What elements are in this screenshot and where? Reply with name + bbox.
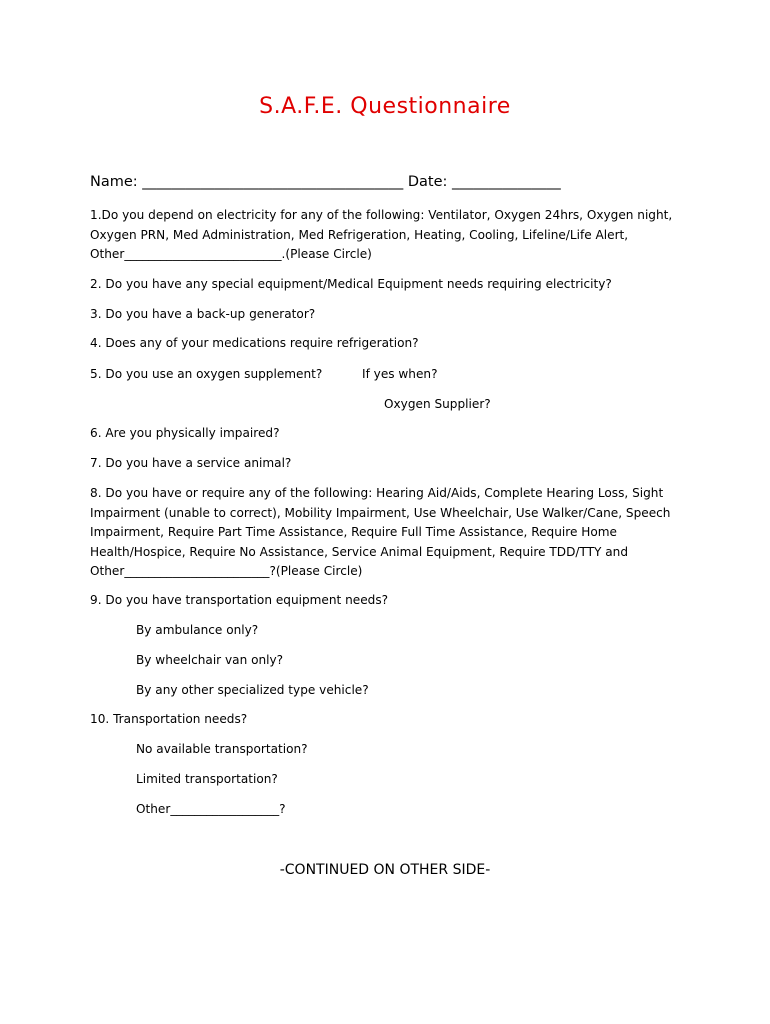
question-2: 2. Do you have any special equipment/Medical Equipment needs requiring electricity? [90,277,612,291]
page-title: S.A.F.E. Questionnaire [259,94,511,119]
question-6: 6. Are you physically impaired? [90,426,280,440]
question-9-option-ambulance: By ambulance only? [136,623,259,637]
question-9-option-specialized-vehicle: By any other specialized type vehicle? [136,683,369,697]
question-7: 7. Do you have a service animal? [90,456,292,470]
question-5: 5. Do you use an oxygen supplement? [90,367,323,381]
question-4: 4. Does any of your medications require refrigeration? [90,336,419,350]
question-9-option-wheelchair-van: By wheelchair van only? [136,653,284,667]
question-10-option-limited: Limited transportation? [136,772,278,786]
question-5-supplier: Oxygen Supplier? [384,397,491,411]
question-8: 8. Do you have or require any of the following: Hearing Aid/Aids, Complete Hearing Loss, Sight Impairment (unable to correct), Mobility Impairment, Use Wheelchair, Use Walker/Cane, Speech Impairment, Require Part Time Assistance, Require Full Time Assistance, Require Home Health/Hospice, Require No Assistance, Service Animal Equipment, Require TDD/TTY and Other________________________?(Please Circle) [90,486,671,579]
question-9: 9. Do you have transportation equipment needs? [90,593,389,607]
question-10: 10. Transportation needs? [90,712,248,726]
question-5-when: If yes when? [362,367,438,381]
question-1: 1.Do you depend on electricity for any of the following: Ventilator, Oxygen 24hrs, Oxygen night, Oxygen PRN, Med Administration, Med Refrigeration, Heating, Cooling, Lifeline/Life Alert, Other__________________________.(Please Circle) [90,208,673,262]
name-date-line: Name: ____________________________________ Date: _______________ [90,174,561,190]
question-10-option-no-transport: No available transportation? [136,742,308,756]
continued-footer: -CONTINUED ON OTHER SIDE- [279,862,491,878]
question-3: 3. Do you have a back-up generator? [90,307,316,321]
question-10-option-other: Other__________________? [136,802,286,816]
